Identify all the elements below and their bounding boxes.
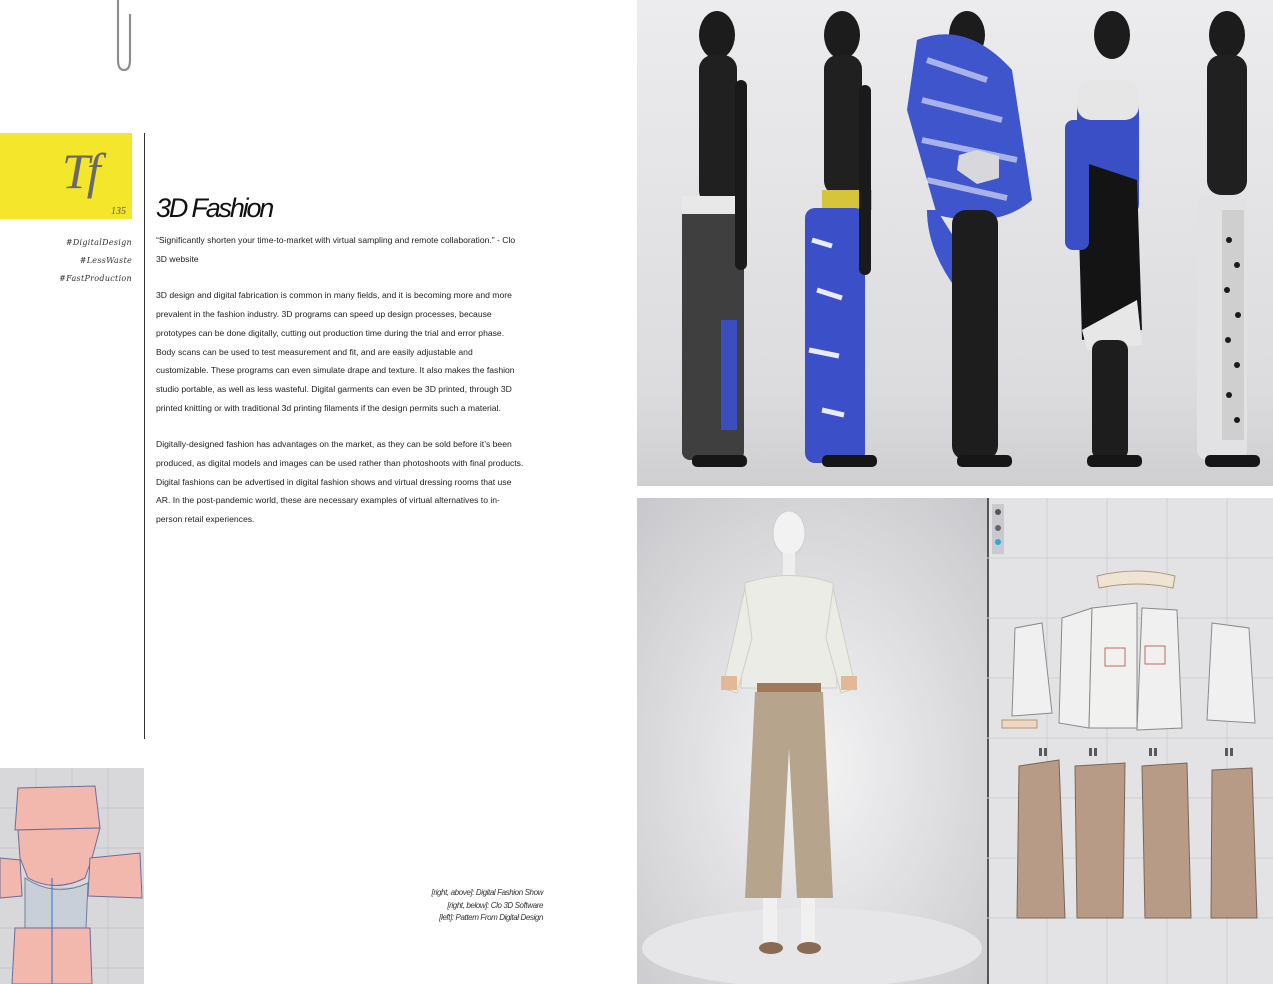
tab-logo: Tf xyxy=(62,143,98,199)
hashtag: #DigitalDesign xyxy=(65,238,132,247)
paperclip-icon xyxy=(108,0,136,72)
hashtag: #FastProduction xyxy=(59,274,132,283)
page-title: 3D Fashion xyxy=(156,193,273,223)
caption: [right, above]: Digital Fashion Show xyxy=(431,888,543,897)
hashtag: #LessWaste xyxy=(79,256,132,265)
page-number: 135 xyxy=(111,206,126,217)
article-body xyxy=(156,231,526,529)
caption: [left]: Pattern From Digital Design xyxy=(439,913,543,922)
pattern-from-digital-design-image xyxy=(0,768,144,984)
quote: “Significantly shorten your time-to-market with virtual sampling and remote collaboration.” - Clo 3D website xyxy=(156,235,516,264)
clo3d-avatar-image xyxy=(637,498,987,984)
paragraph: 3D design and digital fabrication is common in many fields, and it is becoming more and more prevalent in the fashion industry. 3D programs can speed up design processes, because prototypes can be done digitally, cutting out production time during the trial and error phase. Body scans can be used to test measurement and fit, and are easily adjustable and customizable. These programs can even simulate drape and texture. It also makes the fashion studio portable, as well as less wasteful. Digital garments can even be 3D printed, through 3D printed knitting or with traditional 3d printing filaments if the design permits such a material. xyxy=(156,290,515,413)
section-tab xyxy=(0,133,132,219)
hashtag-list xyxy=(30,234,132,288)
vertical-divider xyxy=(144,133,145,739)
image-captions xyxy=(360,887,543,925)
paragraph: Digitally-designed fashion has advantages on the market, as they can be sold before it’s been produced, as digital models and images can be used rather than photoshoots with final products. Digital fashions can be advertised in digital fashion shows and virtual dressing rooms that use AR. In the post-pandemic world, these are necessary examples of virtual alternatives to in-person retail experiences. xyxy=(156,439,524,525)
caption: [right, below]: Clo 3D Software xyxy=(447,900,543,910)
clo3d-pattern-window-image xyxy=(987,498,1273,984)
digital-fashion-show-image xyxy=(637,0,1273,486)
